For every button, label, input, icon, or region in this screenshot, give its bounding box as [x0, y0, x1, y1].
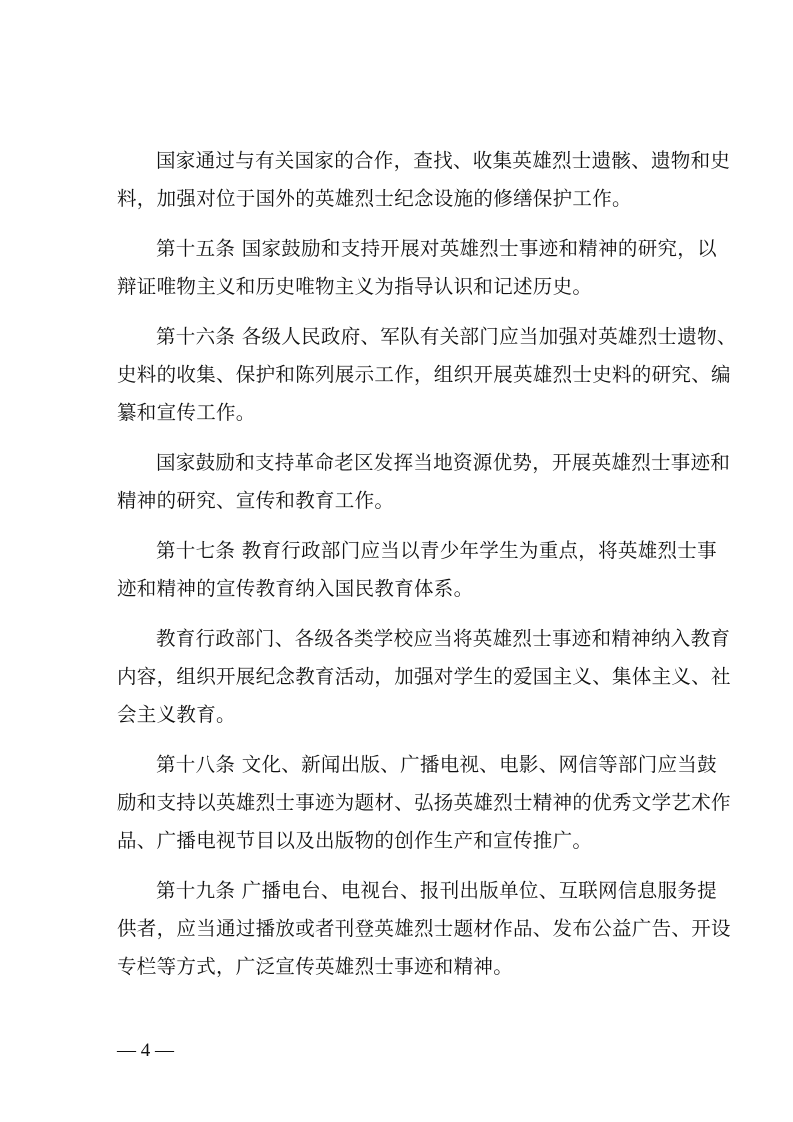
- text-line: 纂和宣传工作。: [117, 401, 256, 424]
- text-line: 第十七条 教育行政部门应当以青少年学生为重点，将英雄烈士事: [156, 539, 717, 562]
- text-line: 国家鼓励和支持革命老区发挥当地资源优势，开展英雄烈士事迹和: [156, 451, 731, 474]
- article-16: [117, 318, 737, 432]
- article-19: [117, 872, 731, 986]
- text-line: 品、广播电视节目以及出版物的创作生产和宣传推广。: [117, 829, 593, 852]
- text-line: 第十六条 各级人民政府、军队有关部门应当加强对英雄烈士遗物、: [156, 325, 737, 348]
- text-line: 教育行政部门、各级各类学校应当将英雄烈士事迹和精神纳入教育: [156, 627, 731, 650]
- paragraph: [117, 142, 731, 218]
- text-line: 迹和精神的宣传教育纳入国民教育体系。: [117, 577, 474, 600]
- article-18: [117, 746, 731, 860]
- text-line: 辩证唯物主义和历史唯物主义为指导认识和记述历史。: [117, 275, 593, 298]
- text-line: 第十八条 文化、新闻出版、广播电视、电影、网信等部门应当鼓: [156, 753, 717, 776]
- text-line: 料，加强对位于国外的英雄烈士纪念设施的修缮保护工作。: [117, 187, 632, 210]
- text-line: 精神的研究、宣传和教育工作。: [117, 489, 395, 512]
- page-number: — 4 —: [117, 1040, 174, 1061]
- document-body: [117, 142, 737, 998]
- text-line: 第十五条 国家鼓励和支持开展对英雄烈士事迹和精神的研究，以: [156, 237, 717, 260]
- text-line: 供者，应当通过播放或者刊登英雄烈士题材作品、发布公益广告、开设: [117, 917, 731, 940]
- article-17: [117, 532, 717, 608]
- article-15: [117, 230, 717, 306]
- text-line: 国家通过与有关国家的合作，查找、收集英雄烈士遗骸、遗物和史: [156, 149, 731, 172]
- text-line: 内容，组织开展纪念教育活动，加强对学生的爱国主义、集体主义、社: [117, 665, 731, 688]
- text-line: 会主义教育。: [117, 703, 236, 726]
- text-line: 第十九条 广播电台、电视台、报刊出版单位、互联网信息服务提: [156, 879, 717, 902]
- text-line: 励和支持以英雄烈士事迹为题材、弘扬英雄烈士精神的优秀文学艺术作: [117, 791, 731, 814]
- paragraph: [117, 444, 731, 520]
- text-line: 专栏等方式，广泛宣传英雄烈士事迹和精神。: [117, 955, 514, 978]
- paragraph: [117, 620, 731, 734]
- text-line: 史料的收集、保护和陈列展示工作，组织开展英雄烈士史料的研究、编: [117, 363, 731, 386]
